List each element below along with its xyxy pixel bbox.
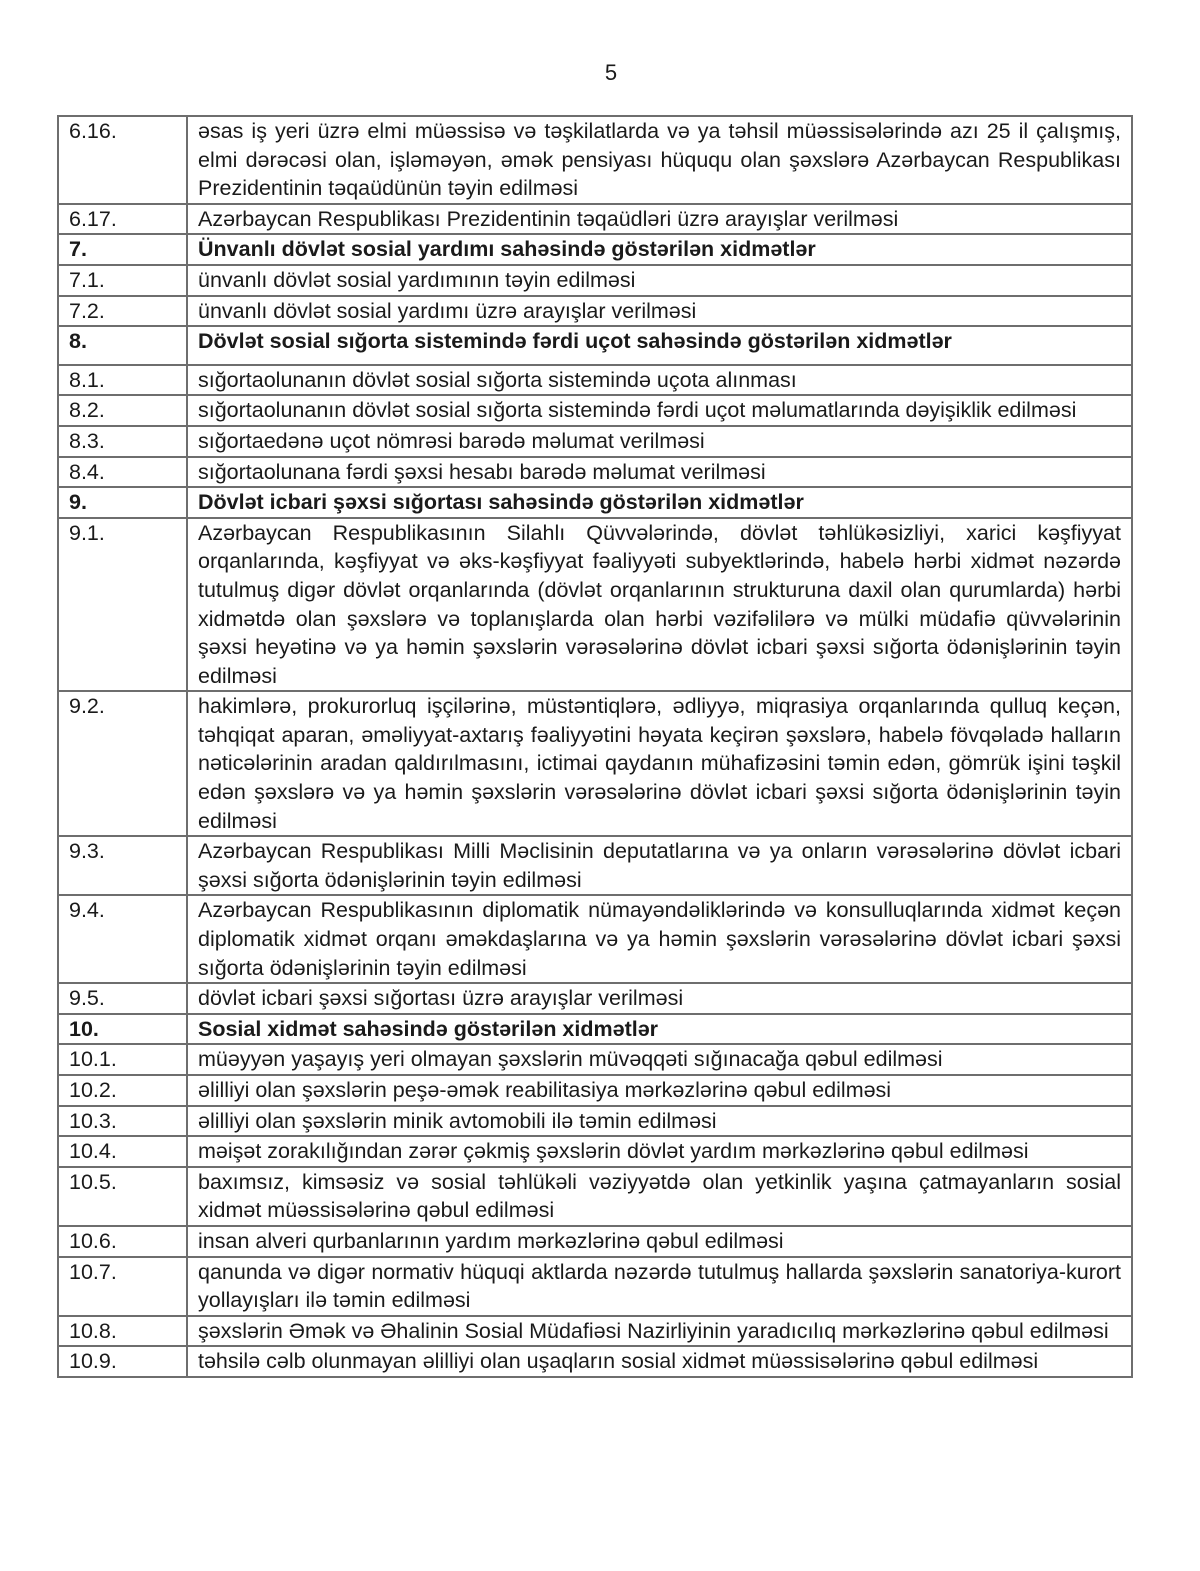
item-number: 9.5.: [58, 983, 187, 1014]
service-description: Azərbaycan Respublikası Prezidentinin təqaüdləri üzrə arayışlar verilməsi: [187, 204, 1132, 235]
item-number: 10.: [58, 1014, 187, 1045]
section-header-row: [58, 1014, 1132, 1045]
item-number: 8.2.: [58, 395, 187, 426]
service-description: sığortaolunanın dövlət sosial sığorta sistemində fərdi uçot məlumatlarında dəyişiklik edilməsi: [187, 395, 1132, 426]
item-number: 6.17.: [58, 204, 187, 235]
service-row: [58, 1316, 1132, 1347]
service-row: [58, 1257, 1132, 1316]
service-description: əlilliyi olan şəxslərin minik avtomobili ilə təmin edilməsi: [187, 1106, 1132, 1137]
service-description: sığortaedənə uçot nömrəsi barədə məlumat verilməsi: [187, 426, 1132, 457]
service-description: hakimlərə, prokurorluq işçilərinə, müstəntiqlərə, ədliyyə, miqrasiya orqanlarında qulluq keçən, təhqiqat aparan, əməliyyat-axtarış fəaliyyətini həyata keçirən şəxslərə, habelə fövqəladə halların nəticələrinin aradan qaldırılmasını, ictimai qaydanın mühafizəsini təmin edən, gömrük işini təşkil edən şəxslərə və ya həmin şəxslərin vərəsələrinə dövlət icbari şəxsi sığorta ödənişlərinin təyin edilməsi: [187, 691, 1132, 836]
service-row: [58, 265, 1132, 296]
item-number: 10.4.: [58, 1136, 187, 1167]
service-description: Azərbaycan Respublikasının diplomatik nümayəndəliklərində və konsulluqlarında xidmət keçən diplomatik xidmət orqanı əməkdaşlarına və ya həmin şəxslərin vərəsələrinə dövlət icbari şəxsi sığorta ödənişlərinin təyin edilməsi: [187, 895, 1132, 983]
service-row: [58, 895, 1132, 983]
item-number: 9.: [58, 487, 187, 518]
service-description: Azərbaycan Respublikasının Silahlı Qüvvələrində, dövlət təhlükəsizliyi, xarici kəşfiyyat orqanlarında, kəşfiyyat və əks-kəşfiyyat fəaliyyəti subyektlərində, habelə hərbi xidmət nəzərdə tutulmuş digər dövlət orqanlarında (dövlət orqanlarının strukturuna daxil olan qurumlarda) hərbi xidmətdə olan şəxslərə və toplanışlarda olan hərbi vəzifəlilərə və mülki müdafiə qüvvələrinin şəxsi heyətinə və ya həmin şəxslərin vərəsələrinə dövlət icbari şəxsi sığorta ödənişlərinin təyin edilməsi: [187, 518, 1132, 692]
service-row: [58, 1136, 1132, 1167]
item-number: 10.9.: [58, 1346, 187, 1377]
section-title: Ünvanlı dövlət sosial yardımı sahəsində göstərilən xidmətlər: [187, 234, 1132, 265]
service-description: ünvanlı dövlət sosial yardımı üzrə arayışlar verilməsi: [187, 296, 1132, 327]
service-row: [58, 518, 1132, 692]
service-row: [58, 204, 1132, 235]
service-description: insan alveri qurbanlarının yardım mərkəzlərinə qəbul edilməsi: [187, 1226, 1132, 1257]
item-number: 7.1.: [58, 265, 187, 296]
service-row: [58, 1346, 1132, 1377]
service-description: müəyyən yaşayış yeri olmayan şəxslərin müvəqqəti sığınacağa qəbul edilməsi: [187, 1044, 1132, 1075]
services-table-body: [58, 116, 1132, 1377]
item-number: 9.4.: [58, 895, 187, 983]
service-description: şəxslərin Əmək və Əhalinin Sosial Müdafiəsi Nazirliyinin yaradıcılıq mərkəzlərinə qəbul edilməsi: [187, 1316, 1132, 1347]
service-row: [58, 457, 1132, 488]
item-number: 6.16.: [58, 116, 187, 204]
service-row: [58, 1226, 1132, 1257]
services-table: [57, 115, 1133, 1378]
service-description: əlilliyi olan şəxslərin peşə-əmək reabilitasiya mərkəzlərinə qəbul edilməsi: [187, 1075, 1132, 1106]
item-number: 10.5.: [58, 1167, 187, 1226]
service-row: [58, 691, 1132, 836]
section-title: Sosial xidmət sahəsində göstərilən xidmətlər: [187, 1014, 1132, 1045]
item-number: 8.4.: [58, 457, 187, 488]
service-row: [58, 395, 1132, 426]
section-header-row: [58, 234, 1132, 265]
page-number: 5: [604, 60, 618, 85]
item-number: 10.7.: [58, 1257, 187, 1316]
item-number: 9.2.: [58, 691, 187, 836]
service-row: [58, 983, 1132, 1014]
service-row: [58, 1106, 1132, 1137]
section-header-row: [58, 326, 1132, 365]
item-number: 8.3.: [58, 426, 187, 457]
item-number: 7.2.: [58, 296, 187, 327]
item-number: 8.: [58, 326, 187, 365]
service-description: baxımsız, kimsəsiz və sosial təhlükəli vəziyyətdə olan yetkinlik yaşına çatmayanların sosial xidmət müəssisələrinə qəbul edilməsi: [187, 1167, 1132, 1226]
item-number: 10.3.: [58, 1106, 187, 1137]
section-title: Dövlət sosial sığorta sistemində fərdi uçot sahəsində göstərilən xidmətlər: [187, 326, 1132, 365]
service-description: məişət zorakılığından zərər çəkmiş şəxslərin dövlət yardım mərkəzlərinə qəbul edilməsi: [187, 1136, 1132, 1167]
service-row: [58, 836, 1132, 895]
service-description: ünvanlı dövlət sosial yardımının təyin edilməsi: [187, 265, 1132, 296]
service-description: sığortaolunana fərdi şəxsi hesabı barədə məlumat verilməsi: [187, 457, 1132, 488]
service-description: təhsilə cəlb olunmayan əlilliyi olan uşaqların sosial xidmət müəssisələrinə qəbul edilməsi: [187, 1346, 1132, 1377]
service-row: [58, 426, 1132, 457]
item-number: 8.1.: [58, 365, 187, 396]
service-description: əsas iş yeri üzrə elmi müəssisə və təşkilatlarda və ya təhsil müəssisələrində azı 25 il çalışmış, elmi dərəcəsi olan, işləməyən, əmək pensiyası hüququ olan şəxslərə Azərbaycan Respublikası Prezidentinin təqaüdünün təyin edilməsi: [187, 116, 1132, 204]
section-title: Dövlət icbari şəxsi sığortası sahəsində göstərilən xidmətlər: [187, 487, 1132, 518]
item-number: 9.1.: [58, 518, 187, 692]
item-number: 9.3.: [58, 836, 187, 895]
service-description: sığortaolunanın dövlət sosial sığorta sistemində uçota alınması: [187, 365, 1132, 396]
service-row: [58, 1044, 1132, 1075]
service-description: qanunda və digər normativ hüquqi aktlarda nəzərdə tutulmuş hallarda şəxslərin sanatoriya-kurort yollayışları ilə təmin edilməsi: [187, 1257, 1132, 1316]
service-description: Azərbaycan Respublikası Milli Məclisinin deputatlarına və ya onların vərəsələrinə dövlət icbari şəxsi sığorta ödənişlərinin təyin edilməsi: [187, 836, 1132, 895]
service-row: [58, 296, 1132, 327]
item-number: 10.2.: [58, 1075, 187, 1106]
item-number: 7.: [58, 234, 187, 265]
service-row: [58, 1075, 1132, 1106]
service-row: [58, 1167, 1132, 1226]
item-number: 10.6.: [58, 1226, 187, 1257]
service-row: [58, 116, 1132, 204]
service-row: [58, 365, 1132, 396]
section-header-row: [58, 487, 1132, 518]
service-description: dövlət icbari şəxsi sığortası üzrə arayışlar verilməsi: [187, 983, 1132, 1014]
item-number: 10.1.: [58, 1044, 187, 1075]
item-number: 10.8.: [58, 1316, 187, 1347]
